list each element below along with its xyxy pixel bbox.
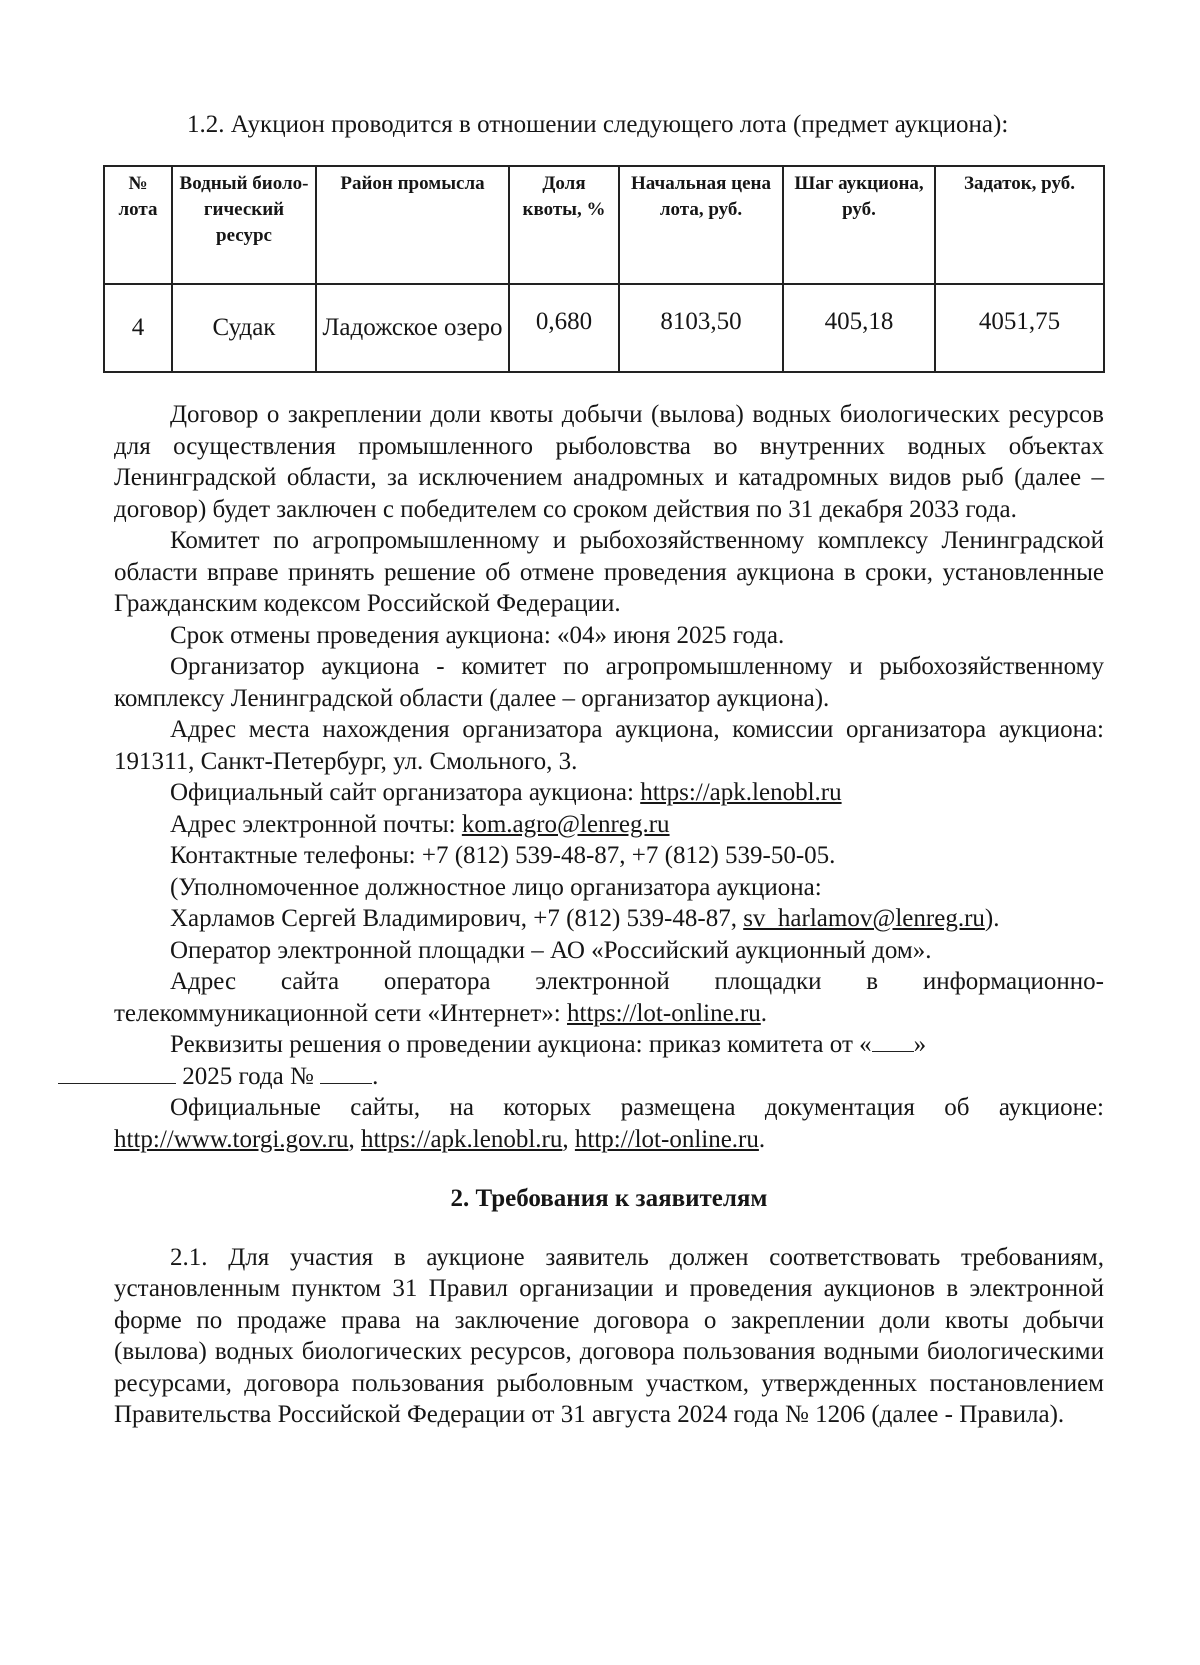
paragraph-cancellation-right: Комитет по агропромышленному и рыбохозяйственному комплексу Ленинградской области вправе принять решение об отмене проведения аукциона в сроки, установленные Гражданским кодексом Российской Федерации. [114,527,1104,617]
header-quota-share: Доля квоты, % [509,166,619,284]
decision-number-blank [320,1061,372,1084]
cell-start-price: 8103,50 [619,284,783,372]
decision-year-text: 2025 года № [176,1062,321,1090]
operator-site-end: . [760,999,768,1027]
paragraph-decision-details [114,1029,1104,1092]
header-start-price: Начальная цена лота, руб. [619,166,783,284]
official-site-label: Официальный сайт организатора аукциона: [170,779,641,806]
paragraph-platform-operator: Оператор электронной площадки – АО «Российский аукционный дом». [170,936,932,964]
header-lot-number: № лота [104,166,172,284]
paragraph-official-site [114,777,1104,809]
paragraph-contract-term: Договор о закреплении доли квоты добычи (вылова) водных биологических ресурсов для осуществления промышленного рыболовства во внутренних водных объектах Ленинградской области, за исключением анадромных и катадромных видов рыб (далее – договор) будет заключен с победителем со сроком действия по 31 декабря 2033 года. [114,401,1104,523]
documentation-sites-text: Официальные сайты, на которых размещена документация об аукционе: [170,1094,1104,1121]
official-site-link[interactable]: https://apk.lenobl.ru [640,779,842,806]
decision-quote-close: » [913,1031,927,1058]
decision-month-blank [58,1061,176,1084]
paragraph-organizer: Организатор аукциона - комитет по агропромышленному и рыбохозяйственному комплексу Ленинградской области (далее – организатор аукциона). [114,653,1104,712]
paragraph-applicant-requirements: 2.1. Для участия в аукционе заявитель должен соответствовать требованиям, установленным пунктом 31 Правил организации и проведения аукционов в электронной форме по продаже права на заключение договора о закреплении доли квоты добычи (вылова) водных биологических ресурсов, договора пользования водными биологическими ресурсами, договора пользования рыболовным участком, утвержденных постановлением Правительства Российской Федерации от 31 августа 2024 года № 1206 (далее - Правила). [114,1243,1104,1428]
header-auction-step: Шаг аукциона, руб. [783,166,935,284]
paragraph-operator-site [114,966,1104,1029]
paragraph-authorized-person [114,903,1104,935]
documentation-sites-end: . [758,1125,766,1153]
table-row [104,284,1104,372]
operator-site-text: Адрес сайта оператора электронной площадки в информационно-телекоммуникационной сети «Интернет»: [114,968,1104,1027]
paragraph-documentation-sites [114,1092,1104,1155]
section-2-heading: 2. Требования к заявителям [450,1185,768,1212]
apk-link[interactable]: https://apk.lenobl.ru [361,1125,563,1153]
paragraph-authorized-person-label: (Уполномоченное должностное лицо организатора аукциона: [170,873,822,901]
cell-lot-number: 4 [104,284,172,372]
cell-deposit: 4051,75 [935,284,1104,372]
lot-intro: 1.2. Аукцион проводится в отношении следующего лота (предмет аукциона): [187,111,1009,138]
paragraph-cancellation-deadline: Срок отмены проведения аукциона: «04» июня 2025 года. [170,621,785,649]
cell-auction-step: 405,18 [783,284,935,372]
lot-table-header-row [104,166,1104,284]
email-link[interactable]: kom.agro@lenreg.ru [461,810,670,838]
decision-text: Реквизиты решения о проведении аукциона: приказ комитета от « [170,1031,872,1058]
cell-area: Ладожское озеро [316,284,509,372]
paragraph-phones: Контактные телефоны: +7 (812) 539-48-87, +7 (812) 539-50-05. [170,842,836,869]
decision-day-blank [872,1029,914,1052]
cell-resource: Судак [172,284,316,372]
cell-quota-share: 0,680 [509,284,619,372]
paragraph-organizer-address: Адрес места нахождения организатора аукциона, комиссии организатора аукциона: 191311, Санкт-Петербург, ул. Смольного, 3. [114,716,1104,775]
authorized-person-end: ). [984,905,1000,932]
lot-online-link[interactable]: http://lot-online.ru [574,1125,759,1153]
header-area: Район промысла [316,166,509,284]
header-resource: Водный биоло-гический ресурс [172,166,316,284]
decision-end: . [372,1062,379,1090]
email-label: Адрес электронной почты: [170,810,462,838]
separator: , [562,1125,575,1153]
authorized-person-email-link[interactable]: sv_harlamov@lenreg.ru [743,905,985,932]
lot-table [103,165,1105,373]
paragraph-email [114,809,1104,841]
torgi-link[interactable]: http://www.torgi.gov.ru [114,1125,349,1153]
operator-site-link[interactable]: https://lot-online.ru [567,999,761,1027]
document-body [114,399,1104,1431]
separator: , [348,1125,361,1153]
authorized-person-text: Харламов Сергей Владимирович, +7 (812) 539-48-87, [170,905,744,932]
header-deposit: Задаток, руб. [935,166,1104,284]
